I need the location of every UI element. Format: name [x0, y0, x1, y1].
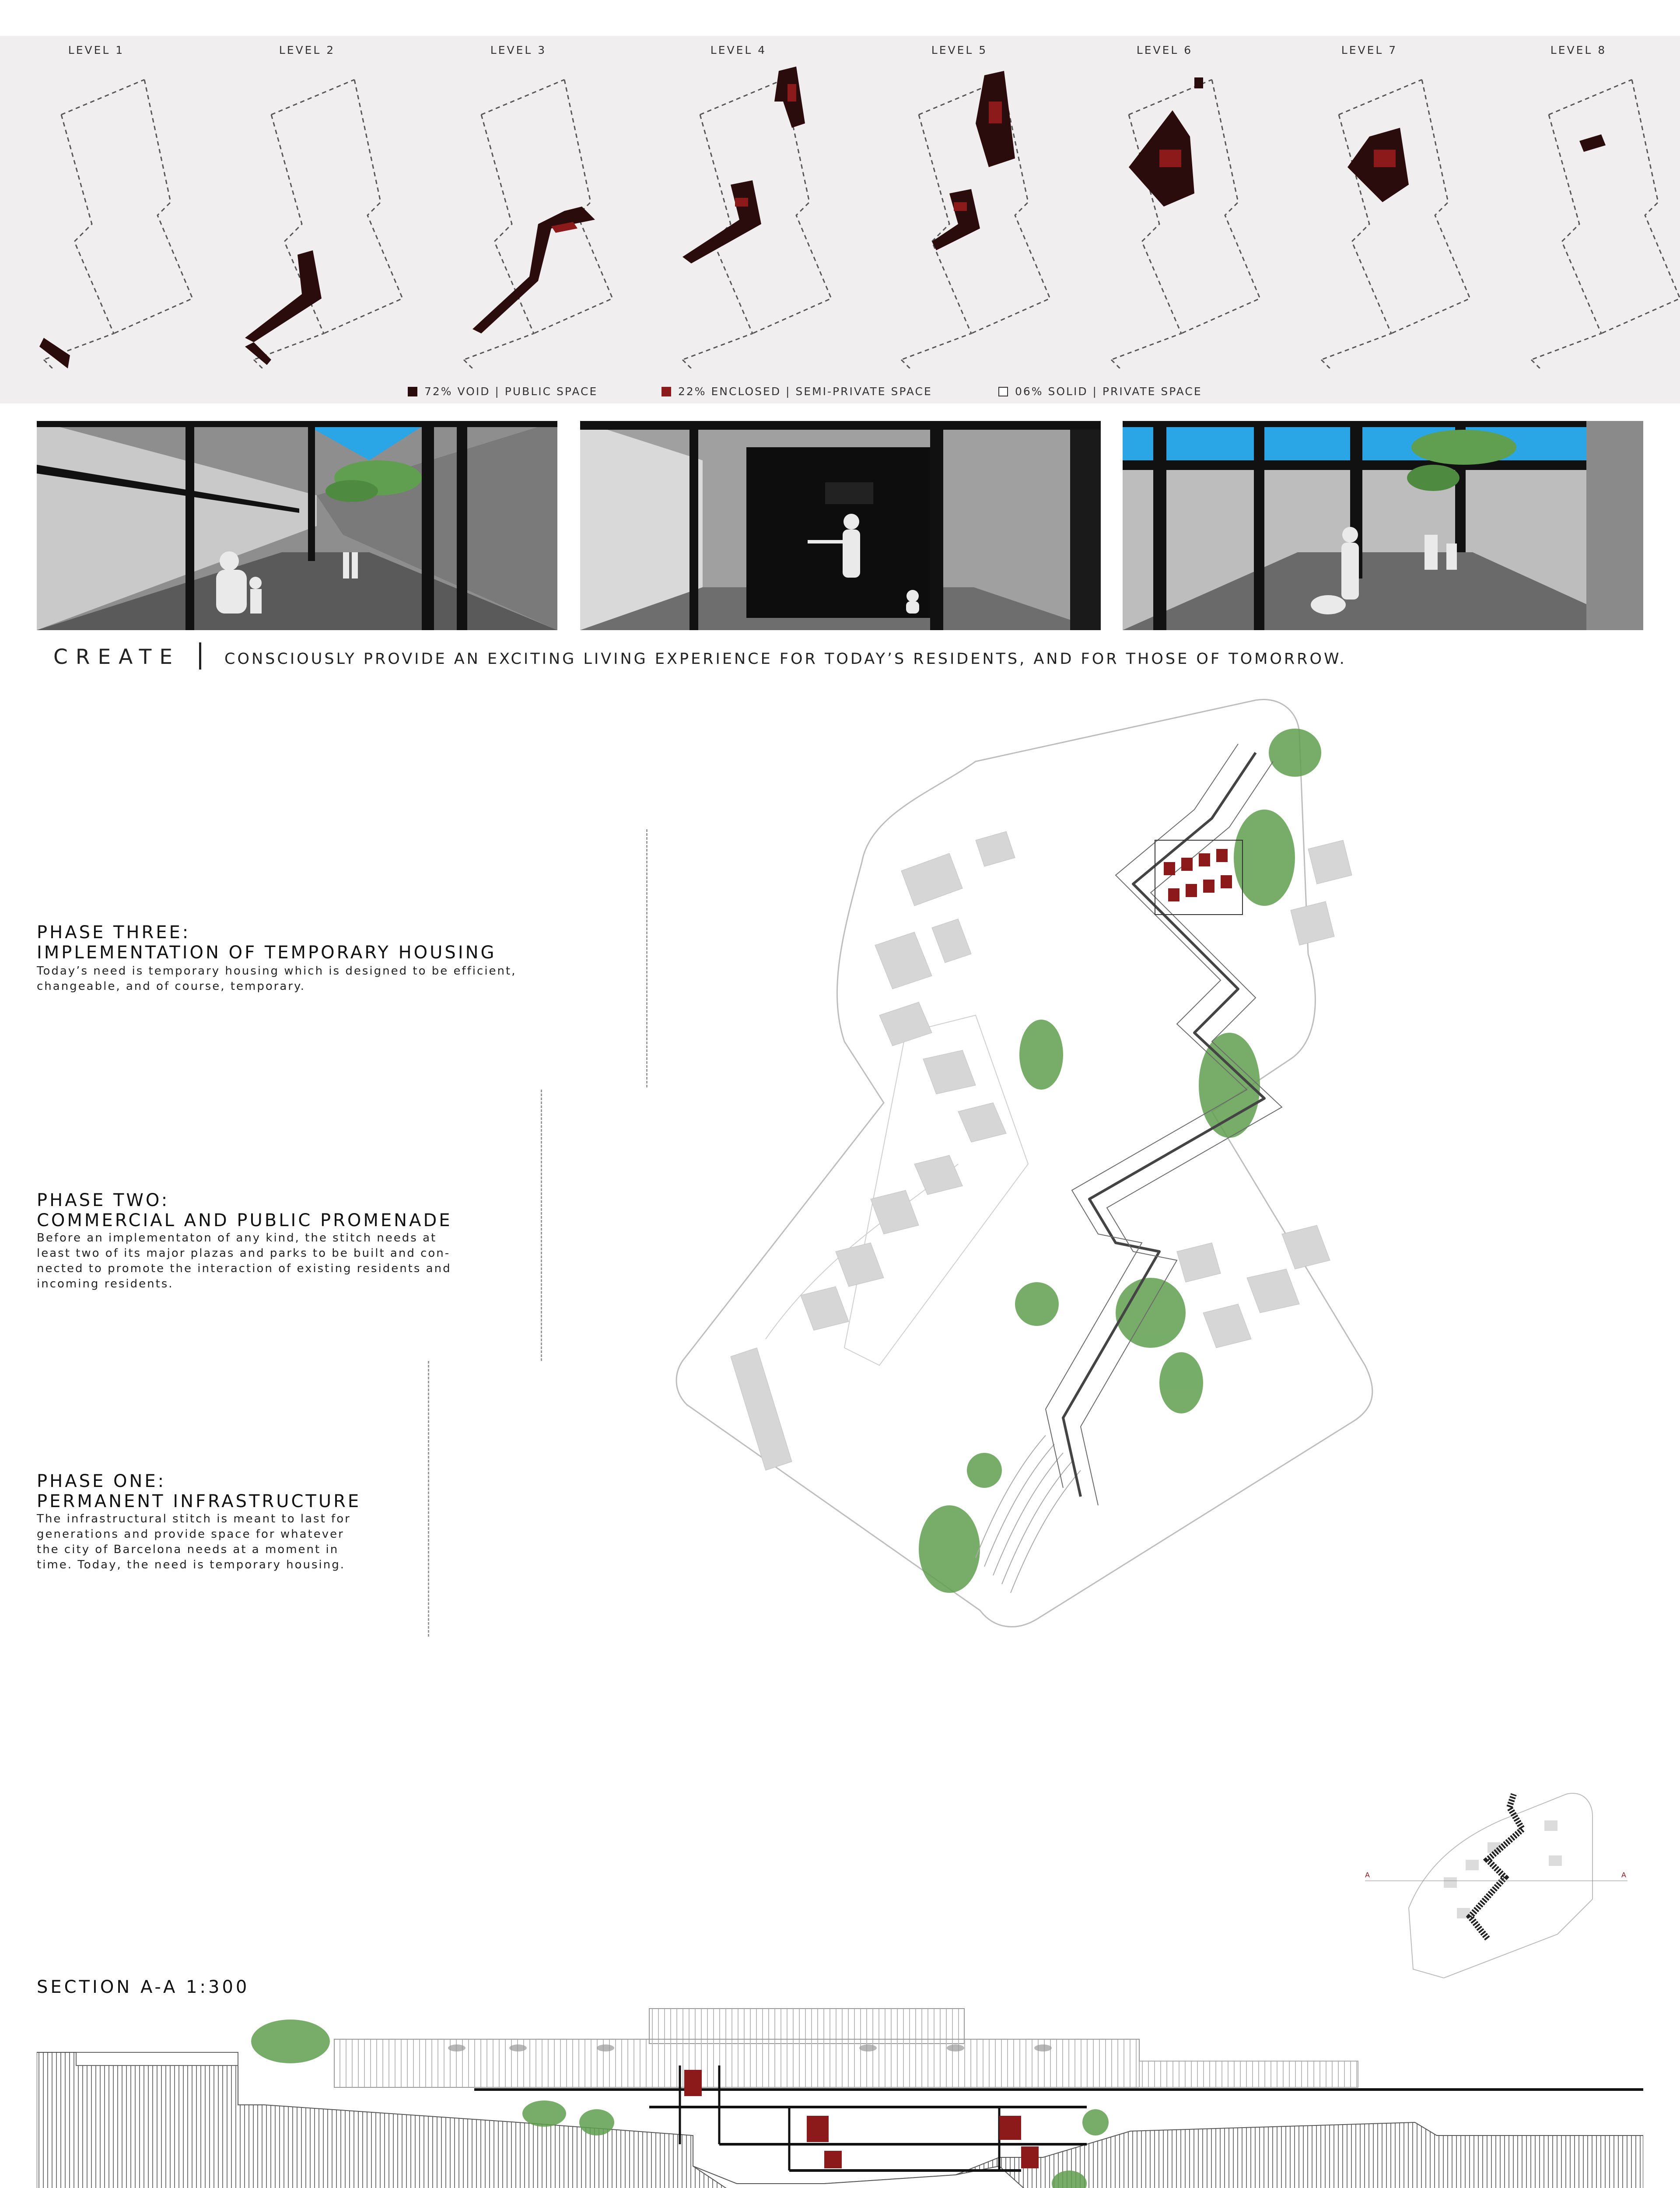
phase-three-title: PHASE THREE: — [37, 922, 191, 943]
level-7-plan — [1321, 80, 1470, 368]
level-floor-plans — [0, 36, 1680, 368]
level-label: LEVEL 5 — [931, 44, 988, 56]
section-marker-right: A — [1621, 1871, 1626, 1879]
legend-swatch — [662, 387, 671, 396]
phase-one-body — [37, 1511, 536, 1573]
level-4-plan — [682, 67, 831, 368]
phase-two-title: PHASE TWO: — [37, 1190, 170, 1210]
axonometric-site-plan — [599, 683, 1457, 1742]
legend-item-void — [408, 385, 598, 398]
legend-item-enclosed — [662, 385, 932, 398]
level-2-plan — [245, 80, 402, 368]
key-plan — [1356, 1768, 1636, 1987]
phase-two-body — [37, 1231, 536, 1292]
level-1-plan — [39, 80, 192, 368]
phase-body-line: generations and provide space for whatever — [37, 1528, 344, 1541]
level-label: LEVEL 7 — [1341, 44, 1398, 56]
render-interior-view — [580, 421, 1101, 630]
create-statement: CONSCIOUSLY PROVIDE AN EXCITING LIVING EXPERIENCE FOR TODAY’S RESIDENTS, AND FOR THOSE OF TOMORROW. — [224, 650, 1347, 668]
phase-one-subtitle: PERMANENT INFRASTRUCTURE — [37, 1491, 361, 1511]
legend-label: 22% ENCLOSED | SEMI-PRIVATE SPACE — [678, 385, 932, 398]
section-marker-left: A — [1365, 1871, 1370, 1879]
phase-body-line: Today’s need is temporary housing which is designed to be efficient, — [37, 964, 517, 978]
level-label: LEVEL 3 — [490, 44, 547, 56]
phase-body-line: nected to promote the interaction of existing residents and — [37, 1262, 452, 1275]
phase-body-line: the city of Barcelona needs at a moment in — [37, 1543, 339, 1556]
level-5-plan — [901, 71, 1050, 368]
phase-two-subtitle: COMMERCIAL AND PUBLIC PROMENADE — [37, 1210, 452, 1231]
phase-three-body — [37, 964, 536, 994]
phase-body-line: The infrastructural stitch is meant to last for — [37, 1512, 351, 1525]
create-heading: CREATE — [53, 645, 181, 669]
level-label: LEVEL 4 — [710, 44, 767, 56]
level-label: LEVEL 6 — [1136, 44, 1193, 56]
phase-body-line: changeable, and of course, temporary. — [37, 980, 306, 993]
legend-swatch — [408, 387, 417, 396]
dashed-divider — [428, 1361, 429, 1637]
legend-swatch — [998, 387, 1008, 396]
level-8-plan — [1531, 80, 1680, 368]
phase-three-subtitle: IMPLEMENTATION OF TEMPORARY HOUSING — [37, 943, 497, 963]
legend-item-solid — [998, 385, 1202, 398]
legend-label: 72% VOID | PUBLIC SPACE — [424, 385, 598, 398]
section-title: SECTION A-A 1:300 — [37, 1977, 250, 1997]
phase-body-line: incoming residents. — [37, 1277, 174, 1290]
level-label: LEVEL 2 — [279, 44, 336, 56]
legend-label: 06% SOLID | PRIVATE SPACE — [1015, 385, 1202, 398]
divider — [199, 642, 201, 670]
level-6-plan — [1111, 77, 1260, 368]
level-label: LEVEL 8 — [1550, 44, 1607, 56]
phase-body-line: time. Today, the need is temporary housing. — [37, 1558, 345, 1571]
level-label: LEVEL 1 — [68, 44, 125, 56]
phase-one-title: PHASE ONE: — [37, 1471, 166, 1491]
phase-body-line: least two of its major plazas and parks to be built and con- — [37, 1247, 451, 1260]
level-3-plan — [464, 80, 612, 368]
dashed-divider — [541, 1090, 542, 1361]
phase-body-line: Before an implementaton of any kind, the stitch needs at — [37, 1231, 437, 1245]
render-corridor-view — [37, 421, 557, 630]
section-a-a-drawing — [37, 2000, 1643, 2188]
render-promenade-view — [1123, 421, 1643, 630]
